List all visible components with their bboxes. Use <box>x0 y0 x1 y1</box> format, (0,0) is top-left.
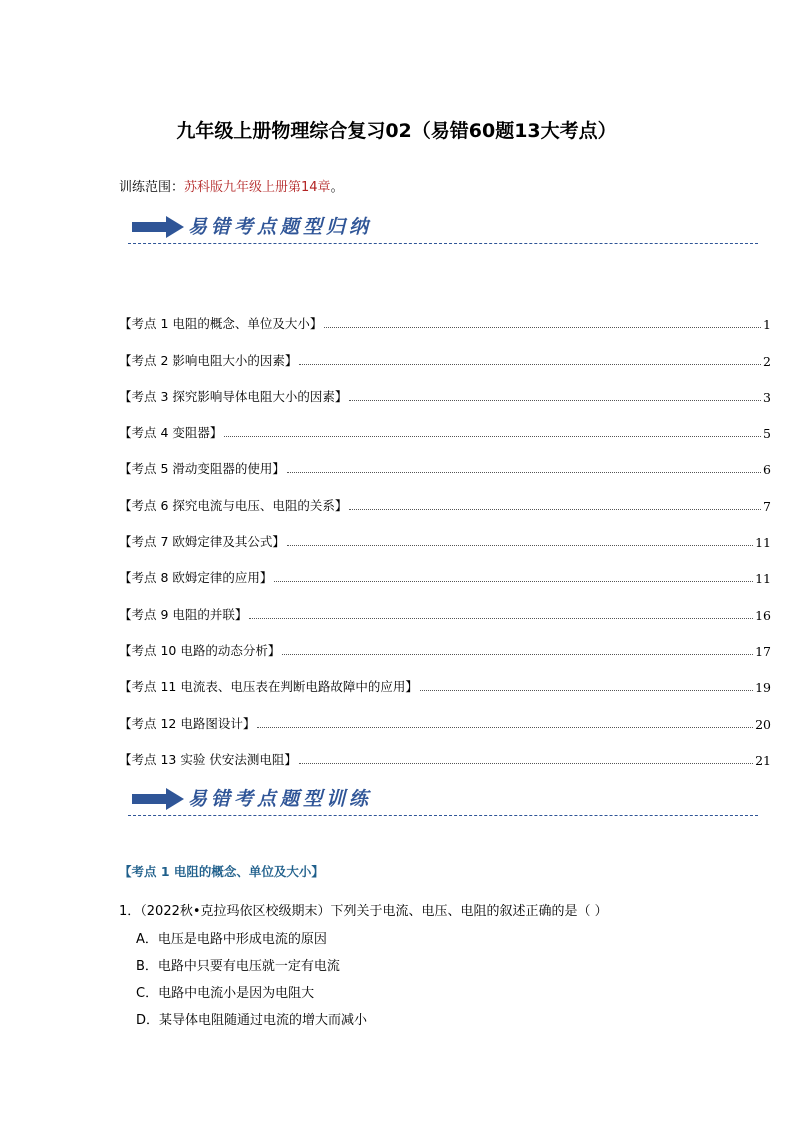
leader-dots <box>224 436 761 437</box>
option-c[interactable]: C．电路中电流小是因为电阻大 <box>136 986 315 1001</box>
toc-item[interactable] <box>119 477 771 513</box>
toc-item[interactable] <box>119 369 771 405</box>
leader-dots <box>420 690 753 691</box>
leader-dots <box>249 618 753 619</box>
scope-end: 。 <box>330 180 344 195</box>
section-banner-training <box>128 782 758 816</box>
leader-dots <box>257 727 753 728</box>
toc-page: 16 <box>755 607 771 623</box>
arrow-right-icon <box>132 216 184 238</box>
toc-item[interactable] <box>119 405 771 441</box>
toc-label: 【考点 4 变阻器】 <box>119 425 223 441</box>
option-b[interactable]: B．电路中只要有电压就一定有电流 <box>136 959 340 974</box>
toc-page: 1 <box>763 317 771 333</box>
toc-label: 【考点 7 欧姆定律及其公式】 <box>119 534 285 550</box>
toc-label: 【考点 5 滑动变阻器的使用】 <box>119 461 285 477</box>
toc-label: 【考点 13 实验 伏安法测电阻】 <box>119 751 297 767</box>
toc-item[interactable] <box>119 514 771 550</box>
toc-page: 2 <box>763 353 771 369</box>
toc-label: 【考点 3 探究影响导体电阻大小的因素】 <box>119 388 348 404</box>
scope-value: 苏科版九年级上册第14章 <box>184 180 331 195</box>
leader-dots <box>299 364 761 365</box>
dashed-divider <box>128 243 758 244</box>
banner-title: 易错考点题型归纳 <box>188 216 373 238</box>
toc-page: 11 <box>755 571 771 587</box>
toc-page: 21 <box>755 752 771 768</box>
toc-item[interactable] <box>119 586 771 622</box>
toc-label: 【考点 11 电流表、电压表在判断电路故障中的应用】 <box>119 679 418 695</box>
section-heading: 【考点 1 电阻的概念、单位及大小】 <box>119 864 324 879</box>
training-scope <box>119 176 344 195</box>
toc-page: 11 <box>755 535 771 551</box>
toc-page: 3 <box>763 389 771 405</box>
leader-dots <box>349 400 761 401</box>
banner-title: 易错考点题型训练 <box>188 788 373 810</box>
leader-dots <box>349 509 761 510</box>
table-of-contents <box>119 296 771 768</box>
section-banner-summary <box>128 210 758 244</box>
toc-page: 20 <box>755 716 771 732</box>
toc-page: 19 <box>755 680 771 696</box>
leader-dots <box>324 327 761 328</box>
scope-label: 训练范围： <box>119 180 185 195</box>
toc-label: 【考点 10 电路的动态分析】 <box>119 642 281 658</box>
toc-item[interactable] <box>119 732 771 768</box>
toc-page: 6 <box>763 462 771 478</box>
page-title: 九年级上册物理综合复习02（易错60题13大考点） <box>176 120 617 142</box>
toc-label: 【考点 8 欧姆定律的应用】 <box>119 570 273 586</box>
toc-item[interactable] <box>119 695 771 731</box>
dashed-divider <box>128 815 758 816</box>
toc-item[interactable] <box>119 441 771 477</box>
leader-dots <box>282 654 753 655</box>
toc-label: 【考点 6 探究电流与电压、电阻的关系】 <box>119 497 348 513</box>
leader-dots <box>287 545 753 546</box>
option-d[interactable]: D．某导体电阻随通过电流的增大而减小 <box>136 1013 368 1028</box>
arrow-right-icon <box>132 788 184 810</box>
toc-item[interactable] <box>119 659 771 695</box>
toc-label: 【考点 12 电路图设计】 <box>119 715 256 731</box>
toc-label: 【考点 2 影响电阻大小的因素】 <box>119 352 298 368</box>
toc-item[interactable] <box>119 296 771 332</box>
toc-label: 【考点 1 电阻的概念、单位及大小】 <box>119 316 323 332</box>
leader-dots <box>287 472 761 473</box>
toc-page: 5 <box>763 426 771 442</box>
toc-item[interactable] <box>119 623 771 659</box>
toc-page: 7 <box>763 498 771 514</box>
leader-dots <box>274 581 753 582</box>
toc-label: 【考点 9 电阻的并联】 <box>119 606 248 622</box>
question-stem: 1．（2022秋•克拉玛依区校级期末）下列关于电流、电压、电阻的叙述正确的是（ ） <box>119 904 608 919</box>
leader-dots <box>299 763 753 764</box>
option-a[interactable]: A．电压是电路中形成电流的原因 <box>136 932 327 947</box>
toc-item[interactable] <box>119 332 771 368</box>
toc-page: 17 <box>755 643 771 659</box>
toc-item[interactable] <box>119 550 771 586</box>
